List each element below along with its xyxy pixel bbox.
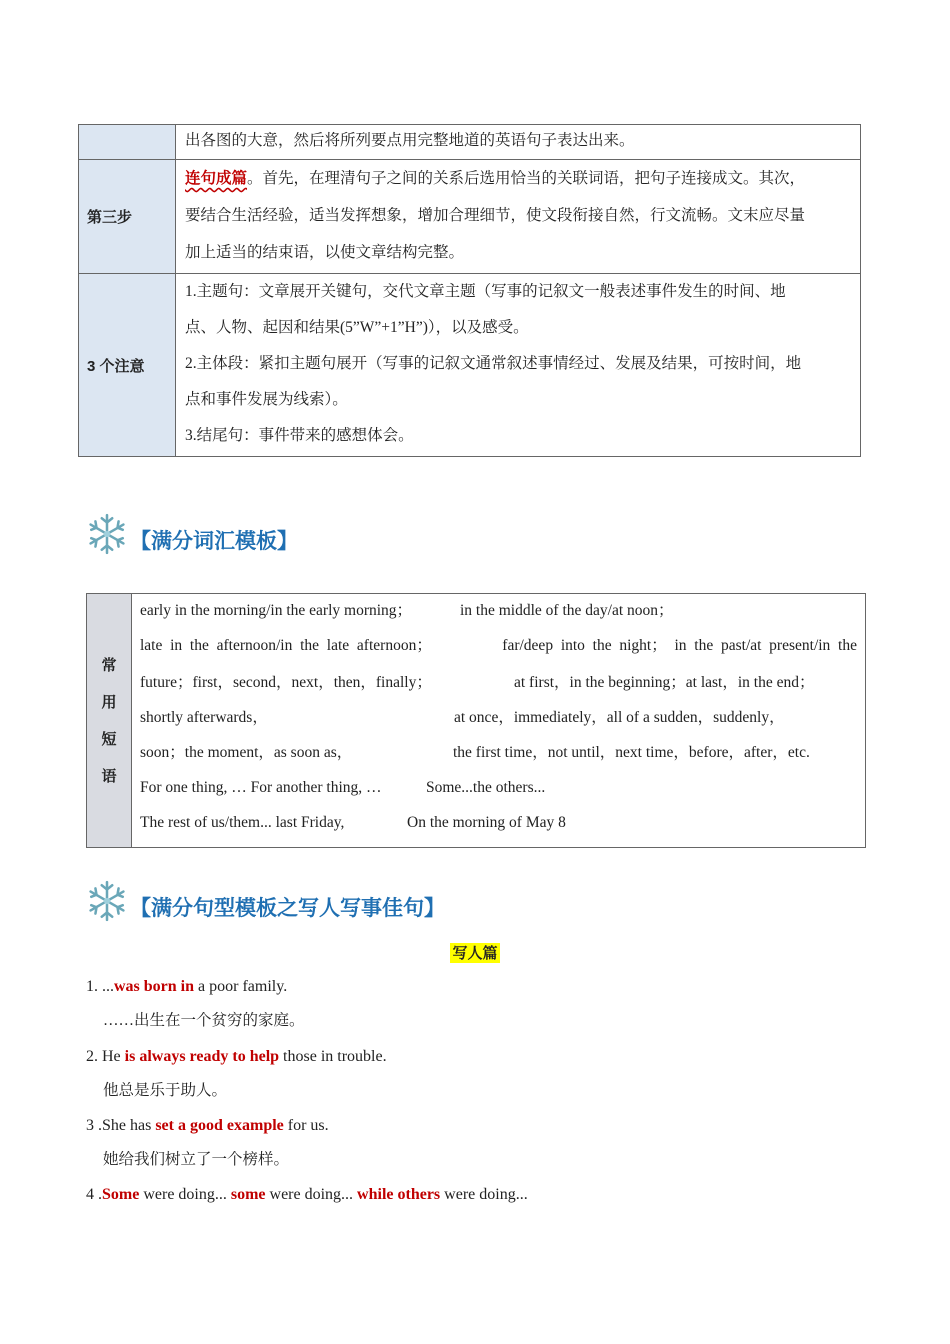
vocab-label bbox=[87, 594, 132, 848]
sentence-item: 2. He is always ready to help those in trouble. bbox=[86, 1048, 387, 1065]
sentence-item: 1. ...was born in a poor family. bbox=[86, 978, 288, 995]
sentence-translation: 她给我们树立了一个榜样。 bbox=[103, 1151, 290, 1168]
phrase-left: late in the afternoon/in the late afternoon； bbox=[140, 637, 432, 654]
phrase-row bbox=[140, 738, 857, 773]
snowflake-icon bbox=[86, 513, 128, 555]
phrase-row bbox=[140, 808, 857, 843]
vocab-label-char: 语 bbox=[101, 766, 117, 785]
phrase-right: at once，immediately，all of a sudden，suddenly， bbox=[454, 709, 785, 726]
phrase-left: For one thing, … For another thing, … bbox=[140, 779, 382, 796]
notes-line4: 点和事件发展为线索）。 bbox=[185, 391, 348, 408]
step3-line3: 加上适当的结束语，以使文章结构完整。 bbox=[185, 244, 465, 261]
notes-line2: 点、人物、起因和结果(5”W”+1”H”)），以及感受。 bbox=[185, 319, 529, 336]
key-phrase: is always ready to help bbox=[124, 1048, 280, 1065]
phrase-left: soon；the moment，as soon as， bbox=[140, 744, 353, 761]
vocab-label-char: 用 bbox=[101, 692, 117, 711]
phrase-right: far/deep into the night； in the past/at present/in the bbox=[502, 637, 857, 654]
step3-highlight: 连句成篇 bbox=[185, 170, 248, 187]
steps-table bbox=[78, 124, 861, 457]
notes-line1: 1.主题句：文章展开关键句，交代文章主题（写事的记叙文一般表述事件发生的时间、地 bbox=[185, 283, 786, 300]
table-row bbox=[79, 125, 861, 160]
section-title-sentences: 【满分句型模板之写人写事佳句】 bbox=[130, 896, 445, 920]
key-phrase: Some bbox=[102, 1186, 140, 1203]
empty-label-cell bbox=[79, 125, 176, 160]
section-heading-sentences bbox=[86, 874, 445, 922]
sentence-item: 4 .Some were doing... some were doing... while others were doing... bbox=[86, 1186, 528, 1203]
subsection-label: 写人篇 bbox=[452, 944, 498, 962]
key-phrase: set a good example bbox=[155, 1117, 284, 1134]
key-phrase: some bbox=[230, 1186, 266, 1203]
notes-label bbox=[79, 274, 176, 457]
step3-line1: 。首先，在理清句子之间的关系后选用恰当的关联词语，把句子连接成文。其次， bbox=[247, 170, 806, 187]
vocab-label-char: 短 bbox=[101, 729, 117, 748]
table-row bbox=[79, 274, 861, 457]
notes-text bbox=[176, 274, 861, 457]
snowflake-icon bbox=[86, 880, 128, 922]
sentence-translation: 他总是乐于助人。 bbox=[103, 1082, 228, 1099]
sentence-translation: ……出生在一个贫穷的家庭。 bbox=[103, 1012, 305, 1029]
step3-line2: 要结合生活经验，适当发挥想象，增加合理细节，使文段衔接自然，行文流畅。文末应尽量 bbox=[185, 207, 806, 224]
table-row bbox=[87, 594, 866, 848]
phrase-row bbox=[140, 666, 857, 703]
phrase-left: future；first，second，next，then，finally； bbox=[140, 674, 432, 691]
notes-label-text: 个注意 bbox=[95, 357, 145, 375]
subsection-tag bbox=[0, 942, 950, 963]
table-row bbox=[79, 160, 861, 274]
sentence-item: 3 .She has set a good example for us. bbox=[86, 1117, 329, 1134]
vocab-table bbox=[86, 593, 866, 848]
section-title-vocab: 【满分词汇模板】 bbox=[130, 529, 298, 553]
phrase-row bbox=[140, 773, 857, 808]
vocab-phrases bbox=[132, 594, 866, 848]
step3-text bbox=[176, 160, 861, 274]
phrase-left: The rest of us/them... last Friday, bbox=[140, 814, 345, 831]
phrase-right: On the morning of May 8 bbox=[407, 814, 566, 831]
phrase-left: early in the morning/in the early morning； bbox=[140, 602, 413, 619]
key-phrase: while others bbox=[357, 1186, 441, 1203]
continuation-text: 出各图的大意，然后将所列要点用完整地道的英语句子表达出来。 bbox=[176, 125, 861, 160]
phrase-left: shortly afterwards， bbox=[140, 709, 268, 726]
phrase-right: at first，in the beginning；at last，in the end； bbox=[514, 674, 815, 691]
notes-line5: 3.结尾句：事件带来的感想体会。 bbox=[185, 427, 414, 444]
phrase-right: the first time，not until，next time，before，after，etc. bbox=[453, 744, 810, 761]
step3-label: 第三步 bbox=[79, 160, 176, 274]
section-heading-vocab bbox=[86, 507, 298, 555]
phrase-right: Some...the others... bbox=[426, 779, 546, 796]
notes-line3: 2.主体段：紧扣主题句展开（写事的记叙文通常叙述事情经过、发展及结果，可按时间，地 bbox=[185, 355, 802, 372]
phrase-row bbox=[140, 703, 857, 738]
notes-label-number: 3 bbox=[87, 357, 96, 375]
phrase-right: in the middle of the day/at noon； bbox=[460, 602, 674, 619]
phrase-row bbox=[140, 596, 857, 631]
key-phrase: was born in bbox=[114, 978, 195, 995]
phrase-row bbox=[140, 631, 857, 666]
vocab-label-char: 常 bbox=[101, 655, 117, 674]
